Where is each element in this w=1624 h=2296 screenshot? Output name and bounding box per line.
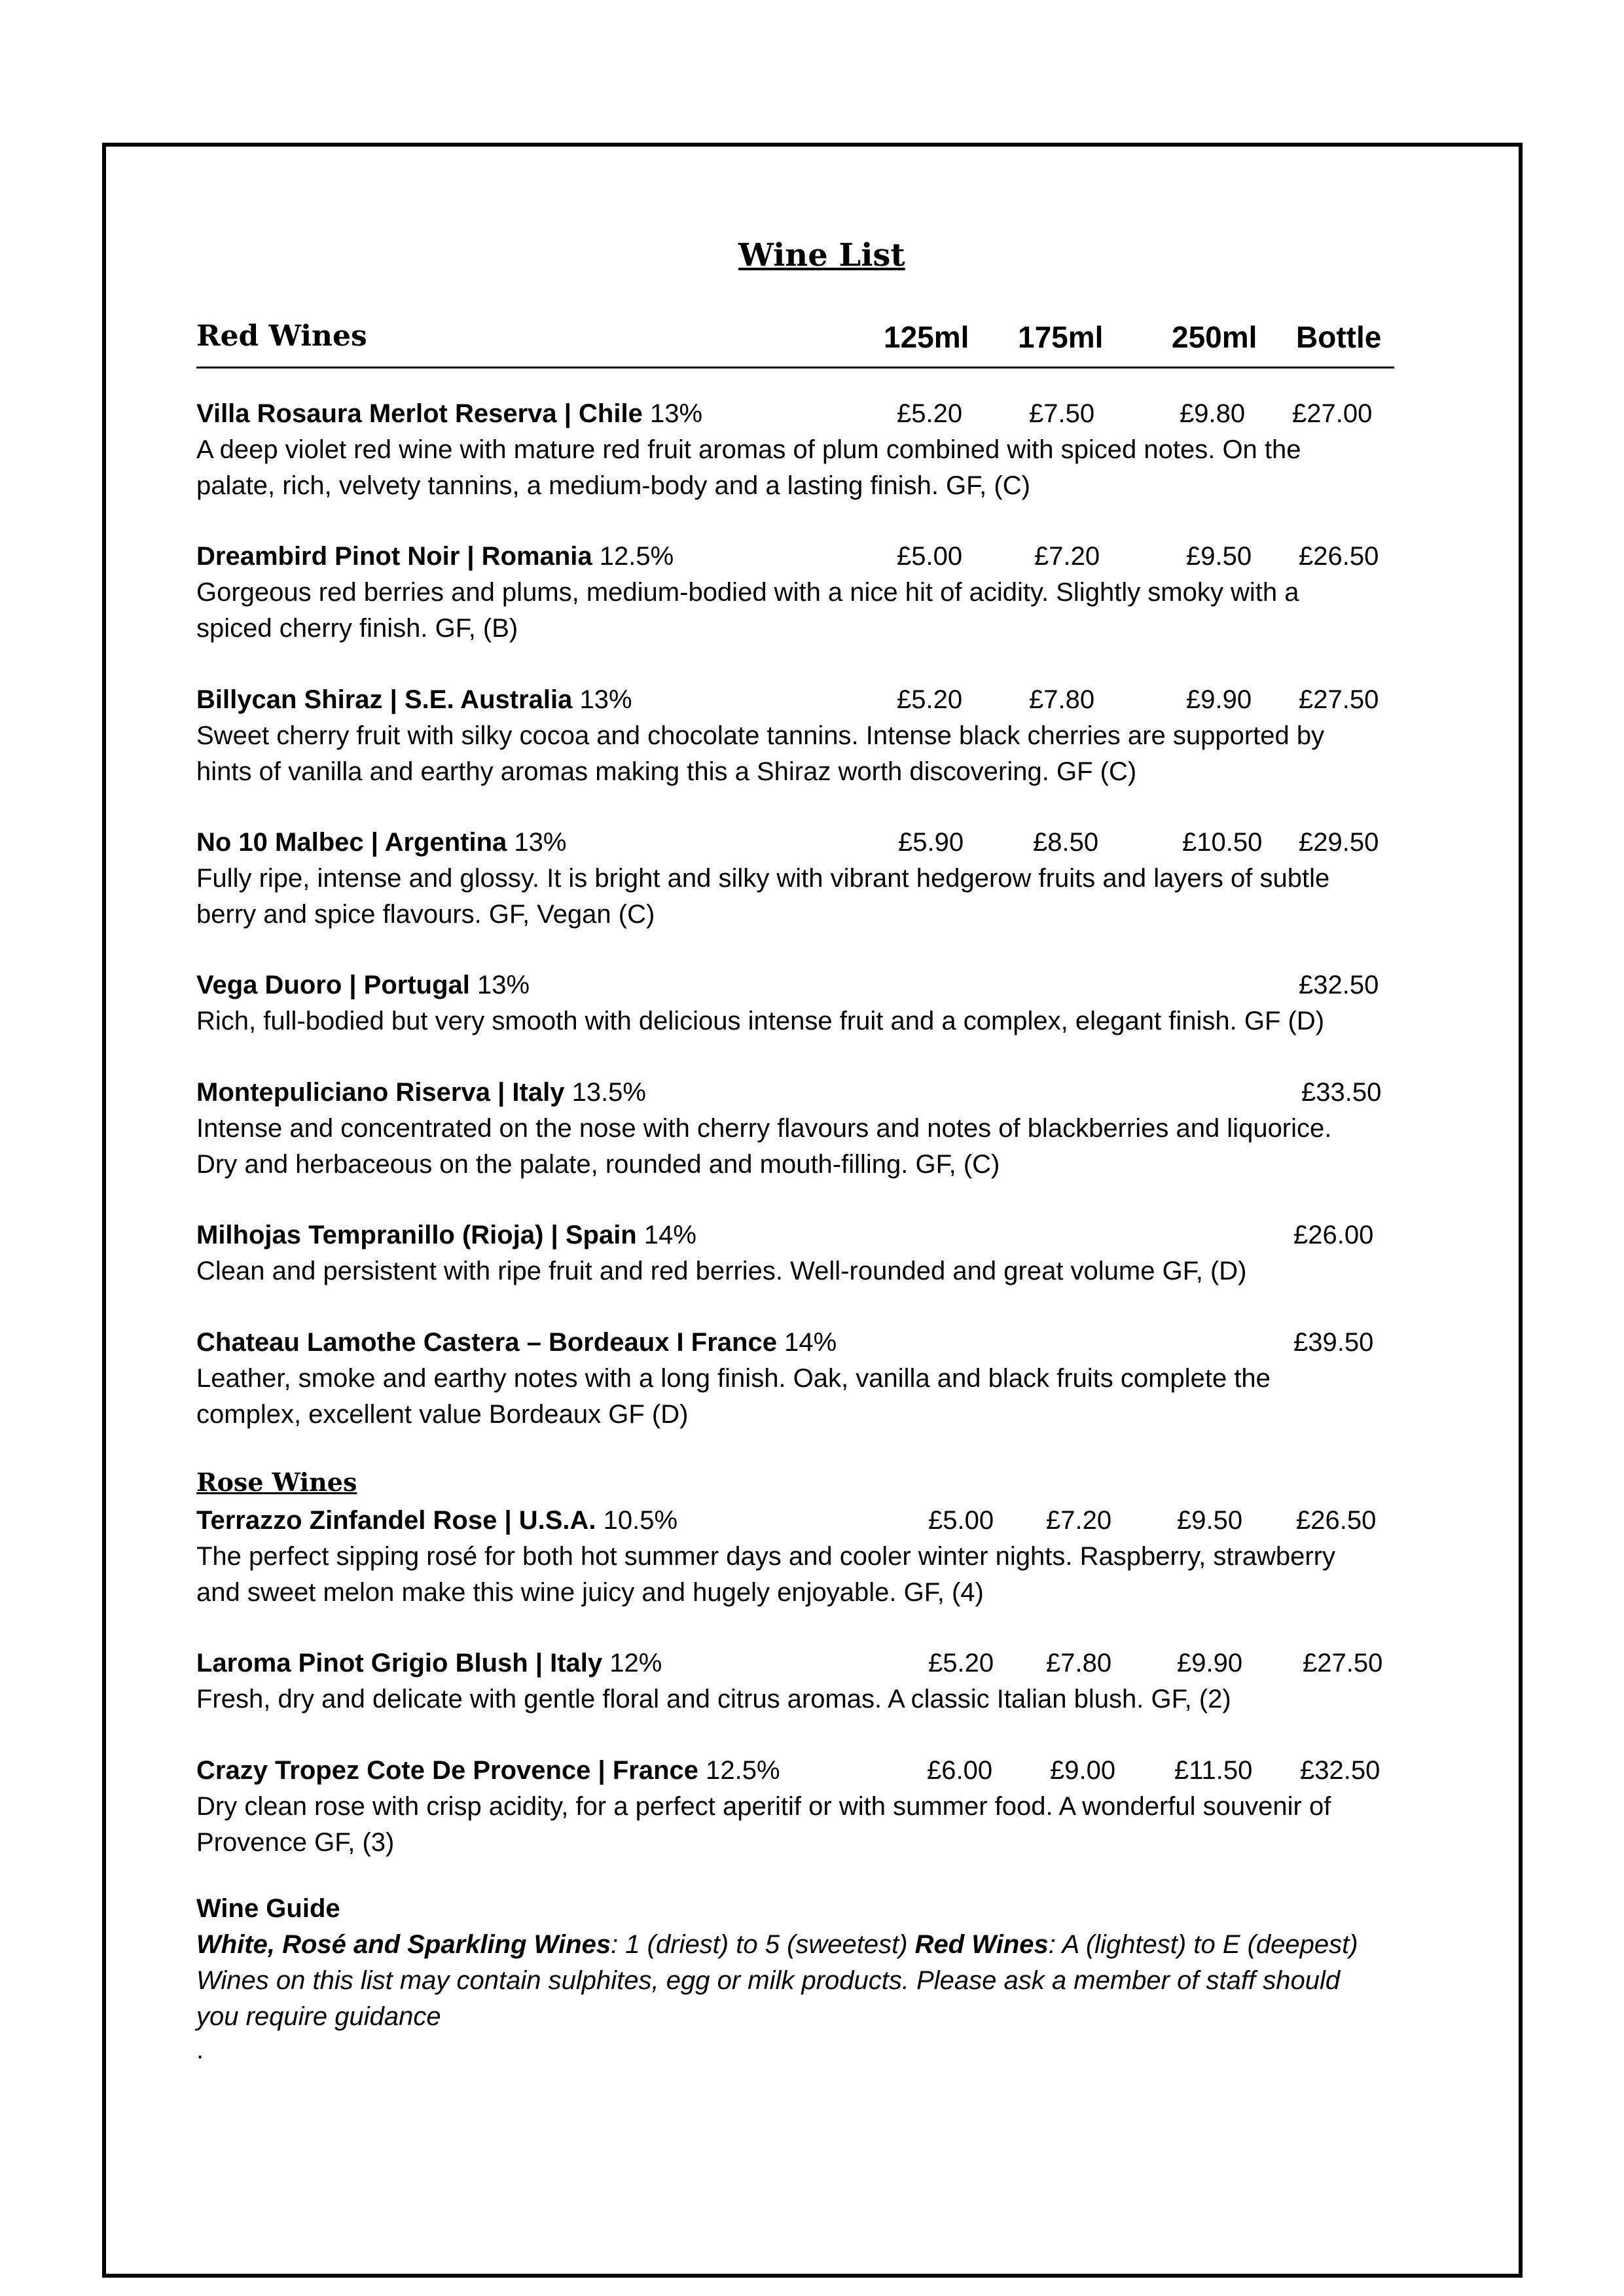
price-175: £7.20 bbox=[1046, 1506, 1112, 1535]
wine-name: Villa Rosaura Merlot Reserva | Chile bbox=[196, 399, 643, 428]
wine-description: palate, rich, velvety tannins, a medium-body and a lasting finish. GF, (C) bbox=[196, 471, 1030, 500]
wine-entry bbox=[196, 685, 632, 715]
wine-name: Billycan Shiraz | S.E. Australia bbox=[196, 685, 573, 714]
wine-name: Milhojas Tempranillo (Rioja) | Spain bbox=[196, 1221, 637, 1249]
wine-entry bbox=[196, 1328, 837, 1357]
price-175: £9.00 bbox=[1050, 1756, 1116, 1785]
wine-abv: 12.5% bbox=[706, 1756, 780, 1785]
price-175: £7.20 bbox=[1034, 542, 1100, 571]
price-250: £9.80 bbox=[1180, 399, 1246, 428]
wine-description: Rich, full-bodied but very smooth with delicious intense fruit and a complex, elegant finish. GF (D) bbox=[196, 1007, 1325, 1035]
wine-abv: 14% bbox=[784, 1328, 837, 1357]
white-wines-label: White, Rosé and Sparkling Wines bbox=[196, 1930, 611, 1959]
price-175: £8.50 bbox=[1033, 828, 1099, 857]
col-125ml: 125ml bbox=[884, 320, 969, 354]
wine-entry bbox=[196, 1756, 780, 1785]
red-wines-heading: Red Wines bbox=[196, 319, 367, 353]
price-bottle: £32.50 bbox=[1299, 971, 1379, 999]
wine-description: Fully ripe, intense and glossy. It is bright and silky with vibrant hedgerow fruits and layers of subtle bbox=[196, 864, 1330, 893]
wine-name: Dreambird Pinot Noir | Romania bbox=[196, 542, 592, 571]
price-175: £7.80 bbox=[1046, 1649, 1112, 1677]
price-bottle: £26.50 bbox=[1299, 542, 1379, 571]
col-175ml: 175ml bbox=[1018, 320, 1104, 354]
wine-description: Fresh, dry and delicate with gentle floral and citrus aromas. A classic Italian blush. GF, (2) bbox=[196, 1685, 1231, 1713]
wine-name: No 10 Malbec | Argentina bbox=[196, 828, 507, 857]
price-125: £6.00 bbox=[927, 1756, 993, 1785]
price-125: £5.20 bbox=[897, 399, 963, 428]
wine-name: Chateau Lamothe Castera – Bordeaux I France bbox=[196, 1328, 777, 1357]
wine-name: Laroma Pinot Grigio Blush | Italy bbox=[196, 1649, 603, 1677]
wine-entry bbox=[196, 971, 530, 1000]
wine-abv: 13% bbox=[514, 828, 567, 857]
wine-name: Crazy Tropez Cote De Provence | France bbox=[196, 1756, 699, 1785]
price-bottle: £39.50 bbox=[1293, 1328, 1374, 1357]
wine-guide-note: Wines on this list may contain sulphites, egg or milk products. Please ask a member of staff should bbox=[196, 1966, 1341, 1995]
price-bottle: £27.50 bbox=[1299, 685, 1379, 714]
price-bottle: £33.50 bbox=[1301, 1078, 1382, 1107]
wine-description: hints of vanilla and earthy aromas making this a Shiraz worth discovering. GF (C) bbox=[196, 757, 1137, 786]
price-bottle: £29.50 bbox=[1299, 828, 1379, 857]
wine-name: Montepuliciano Riserva | Italy bbox=[196, 1078, 565, 1107]
white-wines-scale: : 1 (driest) to 5 (sweetest) bbox=[611, 1930, 915, 1959]
wine-entry bbox=[196, 1221, 696, 1250]
wine-abv: 10.5% bbox=[603, 1506, 678, 1535]
wine-description: and sweet melon make this wine juicy and hugely enjoyable. GF, (4) bbox=[196, 1578, 984, 1607]
price-250: £9.90 bbox=[1177, 1649, 1243, 1677]
header-rule bbox=[196, 367, 1394, 368]
wine-abv: 13.5% bbox=[571, 1078, 646, 1107]
wine-entry bbox=[196, 1078, 646, 1107]
wine-description: Leather, smoke and earthy notes with a long finish. Oak, vanilla and black fruits complete the bbox=[196, 1364, 1271, 1393]
rose-wines-heading: Rose Wines bbox=[196, 1467, 357, 1497]
wine-entry bbox=[196, 1649, 662, 1678]
wine-description: complex, excellent value Bordeaux GF (D) bbox=[196, 1400, 689, 1429]
price-125: £5.00 bbox=[928, 1506, 994, 1535]
wine-description: Clean and persistent with ripe fruit and red berries. Well-rounded and great volume GF, (D) bbox=[196, 1257, 1247, 1285]
wine-abv: 12.5% bbox=[599, 542, 674, 571]
price-bottle: £26.50 bbox=[1296, 1506, 1377, 1535]
wine-guide-scale bbox=[196, 1930, 1358, 1960]
price-250: £9.50 bbox=[1177, 1506, 1243, 1535]
price-125: £5.90 bbox=[898, 828, 964, 857]
wine-description: Gorgeous red berries and plums, medium-bodied with a nice hit of acidity. Slightly smoky with a bbox=[196, 578, 1299, 607]
trailing-dot: . bbox=[196, 2036, 204, 2064]
wine-guide-note: you require guidance bbox=[196, 2002, 441, 2031]
wine-description: spiced cherry finish. GF, (B) bbox=[196, 614, 518, 643]
wine-guide-heading: Wine Guide bbox=[196, 1894, 340, 1923]
wine-entry bbox=[196, 1506, 677, 1535]
price-250: £11.50 bbox=[1174, 1756, 1253, 1785]
price-bottle: £26.00 bbox=[1293, 1221, 1374, 1249]
price-125: £5.00 bbox=[897, 542, 963, 571]
price-bottle: £32.50 bbox=[1300, 1756, 1380, 1785]
red-wines-scale: : A (lightest) to E (deepest) bbox=[1048, 1930, 1358, 1959]
wine-entry bbox=[196, 399, 702, 429]
price-bottle: £27.50 bbox=[1303, 1649, 1383, 1677]
col-bottle: Bottle bbox=[1296, 320, 1382, 354]
wine-description: The perfect sipping rosé for both hot summer days and cooler winter nights. Raspberry, strawberry bbox=[196, 1542, 1336, 1571]
wine-description: A deep violet red wine with mature red fruit aromas of plum combined with spiced notes. On the bbox=[196, 435, 1301, 464]
wine-description: Dry and herbaceous on the palate, rounded and mouth-filling. GF, (C) bbox=[196, 1150, 1000, 1179]
price-125: £5.20 bbox=[897, 685, 963, 714]
col-250ml: 250ml bbox=[1172, 320, 1257, 354]
price-250: £10.50 bbox=[1182, 828, 1263, 857]
wine-abv: 13% bbox=[477, 971, 530, 999]
wine-abv: 12% bbox=[609, 1649, 662, 1677]
wine-name: Terrazzo Zinfandel Rose | U.S.A. bbox=[196, 1506, 596, 1535]
wine-name: Vega Duoro | Portugal bbox=[196, 971, 470, 999]
price-125: £5.20 bbox=[928, 1649, 994, 1677]
wine-abv: 14% bbox=[643, 1221, 696, 1249]
price-175: £7.80 bbox=[1029, 685, 1095, 714]
price-bottle: £27.00 bbox=[1292, 399, 1373, 428]
page-title: Wine List bbox=[738, 237, 905, 274]
wine-description: Dry clean rose with crisp acidity, for a perfect aperitif or with summer food. A wonderful souvenir of bbox=[196, 1792, 1331, 1821]
red-wines-label: Red Wines bbox=[914, 1930, 1049, 1959]
wine-abv: 13% bbox=[649, 399, 703, 428]
wine-entry bbox=[196, 542, 674, 571]
wine-description: Sweet cherry fruit with silky cocoa and chocolate tannins. Intense black cherries are supported by bbox=[196, 721, 1325, 750]
price-175: £7.50 bbox=[1029, 399, 1095, 428]
wine-abv: 13% bbox=[579, 685, 632, 714]
wine-description: Provence GF, (3) bbox=[196, 1828, 395, 1857]
wine-entry bbox=[196, 828, 566, 857]
wine-description: Intense and concentrated on the nose with cherry flavours and notes of blackberries and liquorice. bbox=[196, 1114, 1332, 1143]
price-250: £9.50 bbox=[1186, 542, 1252, 571]
price-250: £9.90 bbox=[1186, 685, 1252, 714]
wine-description: berry and spice flavours. GF, Vegan (C) bbox=[196, 900, 655, 929]
